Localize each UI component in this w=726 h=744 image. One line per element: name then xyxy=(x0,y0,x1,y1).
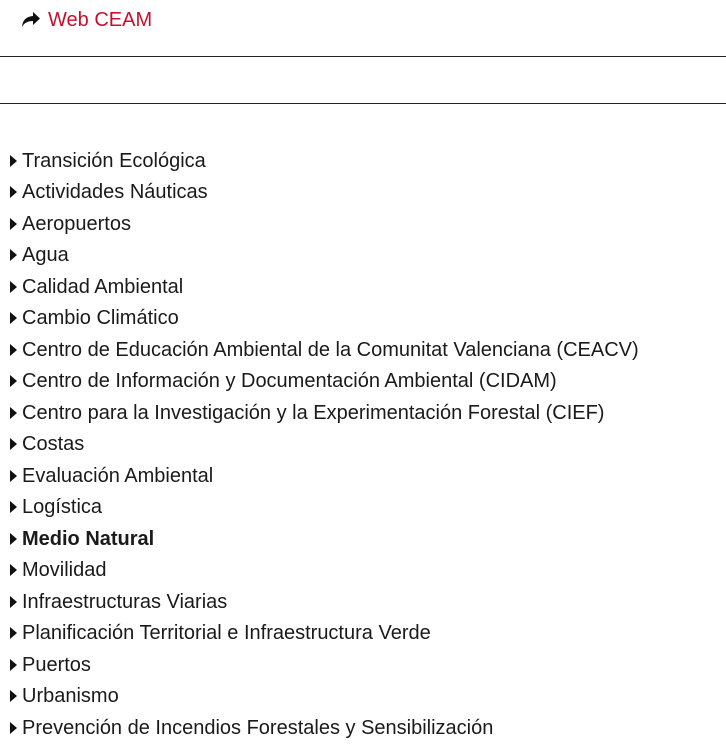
section-divider xyxy=(0,103,726,104)
caret-right-icon xyxy=(10,596,17,608)
share-arrow-icon xyxy=(21,11,41,29)
caret-right-icon xyxy=(10,722,17,734)
nav-item-prevencion-incendios[interactable] xyxy=(10,712,639,744)
nav-item-cief[interactable] xyxy=(10,397,639,429)
nav-item-medio-natural[interactable] xyxy=(10,523,639,555)
caret-right-icon xyxy=(10,249,17,261)
caret-right-icon xyxy=(10,344,17,356)
nav-item-label: Actividades Náuticas xyxy=(22,181,208,204)
nav-item-aeropuertos[interactable] xyxy=(10,208,639,240)
nav-item-agua[interactable] xyxy=(10,240,639,272)
caret-right-icon xyxy=(10,186,17,198)
caret-right-icon xyxy=(10,533,17,545)
caret-right-icon xyxy=(10,281,17,293)
nav-item-label: Agua xyxy=(22,244,69,267)
nav-item-evaluacion-ambiental[interactable] xyxy=(10,460,639,492)
nav-item-transicion-ecologica[interactable] xyxy=(10,145,639,177)
nav-item-label: Logística xyxy=(22,496,103,519)
caret-right-icon xyxy=(10,659,17,671)
web-ceam-link[interactable] xyxy=(21,8,152,32)
nav-item-infraestructuras-viarias[interactable] xyxy=(10,586,639,618)
nav-item-costas[interactable] xyxy=(10,429,639,461)
top-divider xyxy=(0,56,726,57)
nav-item-logistica[interactable] xyxy=(10,492,639,524)
caret-right-icon xyxy=(10,470,17,482)
nav-item-movilidad[interactable] xyxy=(10,555,639,587)
caret-right-icon xyxy=(10,501,17,513)
nav-item-calidad-ambiental[interactable] xyxy=(10,271,639,303)
category-nav-list xyxy=(10,145,639,744)
nav-item-label: Centro para la Investigación y la Experimentación Forestal (CIEF) xyxy=(22,401,605,424)
caret-right-icon xyxy=(10,155,17,167)
nav-item-ceacv[interactable] xyxy=(10,334,639,366)
nav-item-label: Planificación Territorial e Infraestructura Verde xyxy=(22,622,431,645)
caret-right-icon xyxy=(10,564,17,576)
nav-item-label: Costas xyxy=(22,433,85,456)
nav-item-puertos[interactable] xyxy=(10,649,639,681)
caret-right-icon xyxy=(10,690,17,702)
web-ceam-link-label: Web CEAM xyxy=(48,9,153,31)
nav-item-label: Calidad Ambiental xyxy=(22,275,184,298)
nav-item-label: Movilidad xyxy=(22,559,107,582)
caret-right-icon xyxy=(10,218,17,230)
nav-item-label: Infraestructuras Viarias xyxy=(22,590,228,613)
nav-item-cidam[interactable] xyxy=(10,366,639,398)
nav-item-label: Centro de Información y Documentación Ambiental (CIDAM) xyxy=(22,370,557,393)
caret-right-icon xyxy=(10,627,17,639)
nav-item-label: Medio Natural xyxy=(22,527,155,550)
nav-item-planificacion-territorial[interactable] xyxy=(10,618,639,650)
caret-right-icon xyxy=(10,375,17,387)
nav-item-urbanismo[interactable] xyxy=(10,681,639,713)
nav-item-label: Centro de Educación Ambiental de la Comunitat Valenciana (CEACV) xyxy=(22,338,639,361)
nav-item-label: Cambio Climático xyxy=(22,307,179,330)
caret-right-icon xyxy=(10,438,17,450)
caret-right-icon xyxy=(10,407,17,419)
caret-right-icon xyxy=(10,312,17,324)
nav-item-label: Prevención de Incendios Forestales y Sensibilización xyxy=(22,716,494,739)
nav-item-cambio-climatico[interactable] xyxy=(10,303,639,335)
nav-item-label: Puertos xyxy=(22,653,91,676)
nav-item-label: Urbanismo xyxy=(22,685,119,708)
nav-item-label: Transición Ecológica xyxy=(22,149,206,172)
nav-item-label: Aeropuertos xyxy=(22,212,131,235)
nav-item-actividades-nauticas[interactable] xyxy=(10,177,639,209)
nav-item-label: Evaluación Ambiental xyxy=(22,464,214,487)
